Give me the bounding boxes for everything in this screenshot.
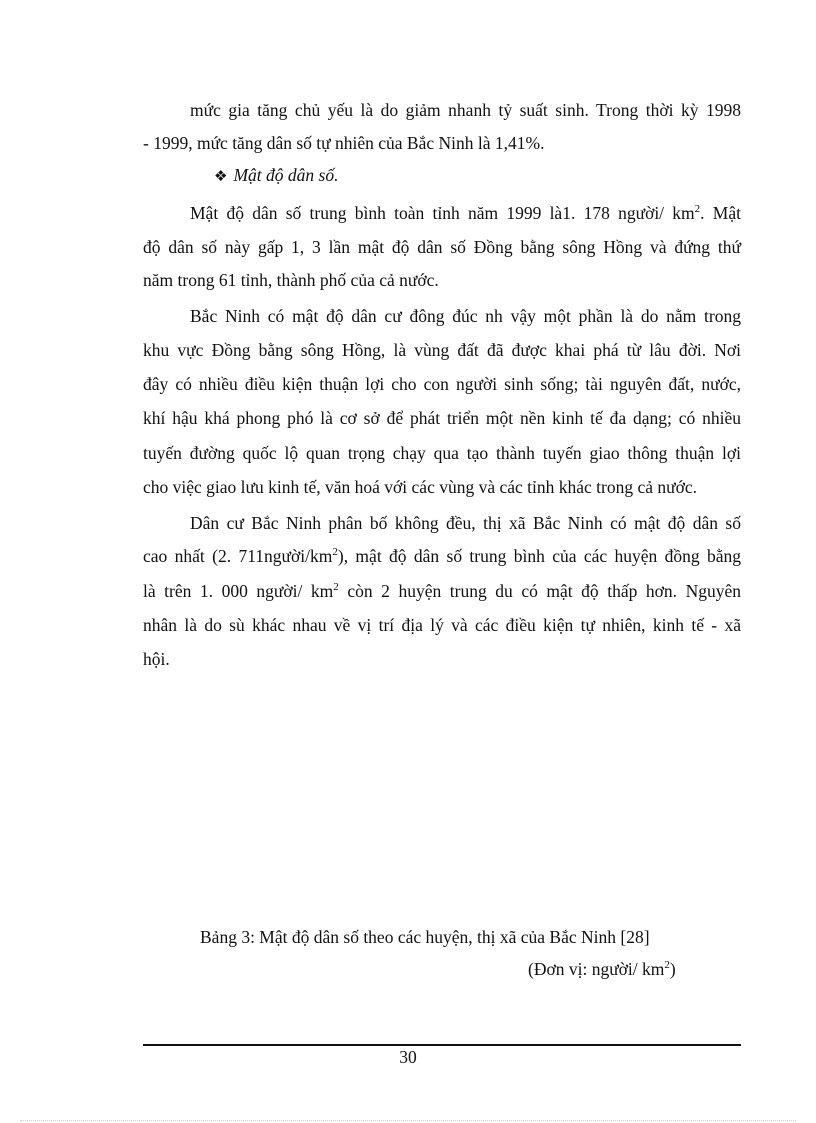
page-number: 30 <box>399 1047 417 1067</box>
paragraph-4-line-1: Dân cư Bắc Ninh phân bố không đều, thị xã Bắc Ninh có mật độ dân số <box>190 513 741 533</box>
paragraph-3-line-1: Bắc Ninh có mật độ dân cư đông đúc nh vậy một phần là do nằm trong <box>190 306 741 326</box>
paragraph-3-line-4: khí hậu khá phong phó là cơ sở để phát triển một nền kinh tế đa dạng; có nhiều <box>143 408 741 428</box>
paragraph-1-line-1: mức gia tăng chủ yếu là do giảm nhanh tỷ suất sinh. Trong thời kỳ 1998 <box>190 100 741 120</box>
page-edge-dots <box>20 1120 796 1121</box>
table-unit: (Đơn vị: người/ $km^2$) <box>528 959 676 979</box>
section-heading <box>214 163 338 188</box>
heading-text: Mật độ dân số. <box>233 165 339 185</box>
paragraph-4-line-4: nhân là do sù khác nhau về vị trí địa lý và các điều kiện tự nhiên, kinh tế - xã <box>143 615 741 635</box>
paragraph-3-line-2: khu vực Đồng bằng sông Hồng, là vùng đất đã được khai phá từ lâu đời. Nơi <box>143 340 741 360</box>
paragraph-2-line-2: độ dân số này gấp 1, 3 lần mật độ dân số Đồng bằng sông Hồng và đứng thứ <box>143 237 741 257</box>
paragraph-3-line-3: đây có nhiều điều kiện thuận lợi cho con người sinh sống; tài nguyên đất, nước, <box>143 374 741 394</box>
diamond-bullet-icon: ❖ <box>214 167 228 185</box>
paragraph-4-line-2: cao nhất (2. $711người/km^2$), mật độ dân số trung bình của các huyện đồng bằng <box>143 546 741 566</box>
paragraph-2-line-3: năm trong 61 tỉnh, thành phố của cả nước. <box>143 270 439 290</box>
paragraph-3-line-6: cho việc giao lưu kinh tế, văn hoá với các vùng và các tỉnh khác trong cả nước. <box>143 477 698 497</box>
paragraph-3-line-5: tuyến đường quốc lộ quan trọng chạy qua tạo thành tuyến giao thông thuận lợi <box>143 443 741 463</box>
paragraph-1-line-2: - 1999, mức tăng dân số tự nhiên của Bắc Ninh là 1,41%. <box>143 133 545 153</box>
paragraph-2-line-1: Mật độ dân số trung bình toàn tỉnh năm 1999 là1. 178 người/ $km^2$. Mật <box>190 203 741 223</box>
paragraph-4-line-5: hội. <box>143 649 170 669</box>
paragraph-4-line-3: là trên 1. 000 người/ $km^2$ còn 2 huyện trung du có mật độ thấp hơn. Nguyên <box>143 581 741 601</box>
table-caption: Bảng 3: Mật độ dân số theo các huyện, thị xã của Bắc Ninh [28] <box>200 927 650 947</box>
